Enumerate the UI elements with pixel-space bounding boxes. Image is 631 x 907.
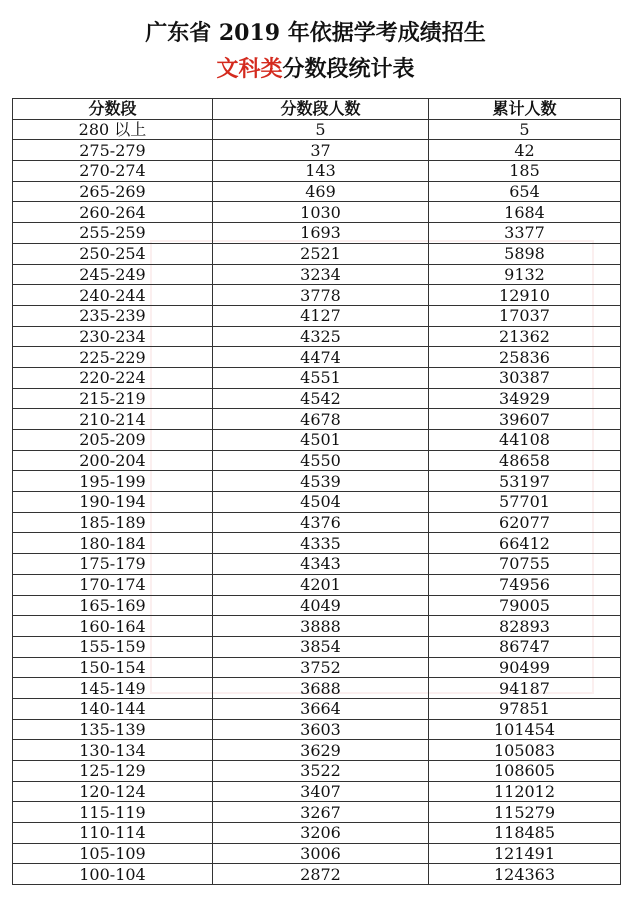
- table-row: [13, 181, 621, 202]
- count-cell: 3629: [213, 740, 429, 761]
- table-row: [13, 802, 621, 823]
- cumulative-cell: 118485: [429, 823, 621, 844]
- count-cell: 4504: [213, 492, 429, 513]
- column-header-cumulative: 累计人数: [429, 99, 621, 120]
- score-range-cell: 255-259: [13, 223, 213, 244]
- score-range-cell: 280 以上: [13, 119, 213, 140]
- count-cell: 4678: [213, 409, 429, 430]
- cumulative-cell: 62077: [429, 512, 621, 533]
- score-range-cell: 275-279: [13, 140, 213, 161]
- score-range-cell: 110-114: [13, 823, 213, 844]
- count-cell: 3752: [213, 657, 429, 678]
- table-header-row: [13, 99, 621, 120]
- score-range-cell: 135-139: [13, 719, 213, 740]
- score-range-cell: 215-219: [13, 388, 213, 409]
- table-row: [13, 243, 621, 264]
- table-row: [13, 698, 621, 719]
- score-range-cell: 190-194: [13, 492, 213, 513]
- cumulative-cell: 44108: [429, 430, 621, 451]
- score-range-cell: 245-249: [13, 264, 213, 285]
- column-header-count: 分数段人数: [213, 99, 429, 120]
- table-row: [13, 719, 621, 740]
- cumulative-cell: 57701: [429, 492, 621, 513]
- count-cell: 1693: [213, 223, 429, 244]
- cumulative-cell: 86747: [429, 636, 621, 657]
- cumulative-cell: 5: [429, 119, 621, 140]
- table-row: [13, 119, 621, 140]
- count-cell: 3888: [213, 616, 429, 637]
- cumulative-cell: 121491: [429, 843, 621, 864]
- score-range-cell: 270-274: [13, 161, 213, 182]
- score-range-cell: 125-129: [13, 761, 213, 782]
- count-cell: 5: [213, 119, 429, 140]
- score-range-cell: 195-199: [13, 471, 213, 492]
- table-row: [13, 264, 621, 285]
- table-row: [13, 450, 621, 471]
- cumulative-cell: 101454: [429, 719, 621, 740]
- score-range-cell: 230-234: [13, 326, 213, 347]
- score-range-cell: 200-204: [13, 450, 213, 471]
- cumulative-cell: 5898: [429, 243, 621, 264]
- cumulative-cell: 3377: [429, 223, 621, 244]
- cumulative-cell: 94187: [429, 678, 621, 699]
- cumulative-cell: 53197: [429, 471, 621, 492]
- table-row: [13, 823, 621, 844]
- column-header-score-range: 分数段: [13, 99, 213, 120]
- table-row: [13, 512, 621, 533]
- count-cell: 3603: [213, 719, 429, 740]
- score-range-cell: 120-124: [13, 781, 213, 802]
- table-row: [13, 347, 621, 368]
- cumulative-cell: 82893: [429, 616, 621, 637]
- count-cell: 4376: [213, 512, 429, 533]
- count-cell: 37: [213, 140, 429, 161]
- count-cell: 4551: [213, 367, 429, 388]
- count-cell: 4501: [213, 430, 429, 451]
- score-range-cell: 235-239: [13, 305, 213, 326]
- count-cell: 3234: [213, 264, 429, 285]
- subtitle-rest: 分数段统计表: [282, 56, 415, 82]
- count-cell: 4343: [213, 554, 429, 575]
- table-row: [13, 161, 621, 182]
- count-cell: 3778: [213, 285, 429, 306]
- count-cell: 2521: [213, 243, 429, 264]
- table-row: [13, 636, 621, 657]
- table-row: [13, 430, 621, 451]
- cumulative-cell: 79005: [429, 595, 621, 616]
- score-range-cell: 260-264: [13, 202, 213, 223]
- score-range-cell: 250-254: [13, 243, 213, 264]
- count-cell: 2872: [213, 864, 429, 885]
- count-cell: 4127: [213, 305, 429, 326]
- table-row: [13, 761, 621, 782]
- cumulative-cell: 74956: [429, 574, 621, 595]
- score-range-cell: 220-224: [13, 367, 213, 388]
- cumulative-cell: 42: [429, 140, 621, 161]
- score-range-cell: 185-189: [13, 512, 213, 533]
- count-cell: 143: [213, 161, 429, 182]
- count-cell: 4049: [213, 595, 429, 616]
- count-cell: 4550: [213, 450, 429, 471]
- score-range-cell: 180-184: [13, 533, 213, 554]
- count-cell: 4474: [213, 347, 429, 368]
- count-cell: 3267: [213, 802, 429, 823]
- table-row: [13, 781, 621, 802]
- cumulative-cell: 97851: [429, 698, 621, 719]
- count-cell: 3664: [213, 698, 429, 719]
- cumulative-cell: 48658: [429, 450, 621, 471]
- table-row: [13, 595, 621, 616]
- count-cell: 469: [213, 181, 429, 202]
- cumulative-cell: 124363: [429, 864, 621, 885]
- score-range-cell: 225-229: [13, 347, 213, 368]
- table-row: [13, 574, 621, 595]
- table-row: [13, 409, 621, 430]
- score-range-cell: 145-149: [13, 678, 213, 699]
- cumulative-cell: 39607: [429, 409, 621, 430]
- score-range-cell: 130-134: [13, 740, 213, 761]
- table-row: [13, 740, 621, 761]
- table-row: [13, 285, 621, 306]
- cumulative-cell: 9132: [429, 264, 621, 285]
- count-cell: 4335: [213, 533, 429, 554]
- cumulative-cell: 112012: [429, 781, 621, 802]
- cumulative-cell: 17037: [429, 305, 621, 326]
- table-row: [13, 326, 621, 347]
- score-range-cell: 265-269: [13, 181, 213, 202]
- score-distribution-table: [12, 98, 621, 885]
- cumulative-cell: 654: [429, 181, 621, 202]
- table-row: [13, 864, 621, 885]
- count-cell: 4542: [213, 388, 429, 409]
- table-row: [13, 140, 621, 161]
- cumulative-cell: 108605: [429, 761, 621, 782]
- score-range-cell: 155-159: [13, 636, 213, 657]
- page-title: 广东省 2019 年依据学考成绩招生: [145, 20, 486, 46]
- score-range-cell: 160-164: [13, 616, 213, 637]
- table-row: [13, 843, 621, 864]
- score-range-cell: 205-209: [13, 430, 213, 451]
- table-row: [13, 678, 621, 699]
- count-cell: 3407: [213, 781, 429, 802]
- table-row: [13, 657, 621, 678]
- table-row: [13, 388, 621, 409]
- count-cell: 3854: [213, 636, 429, 657]
- score-range-cell: 140-144: [13, 698, 213, 719]
- score-range-cell: 240-244: [13, 285, 213, 306]
- count-cell: 3688: [213, 678, 429, 699]
- table-row: [13, 554, 621, 575]
- count-cell: 3006: [213, 843, 429, 864]
- table-body: [13, 119, 621, 884]
- cumulative-cell: 34929: [429, 388, 621, 409]
- cumulative-cell: 185: [429, 161, 621, 182]
- table-row: [13, 367, 621, 388]
- table-row: [13, 471, 621, 492]
- score-range-cell: 175-179: [13, 554, 213, 575]
- score-range-cell: 105-109: [13, 843, 213, 864]
- cumulative-cell: 1684: [429, 202, 621, 223]
- count-cell: 4201: [213, 574, 429, 595]
- table-row: [13, 223, 621, 244]
- cumulative-cell: 21362: [429, 326, 621, 347]
- cumulative-cell: 70755: [429, 554, 621, 575]
- cumulative-cell: 25836: [429, 347, 621, 368]
- score-range-cell: 210-214: [13, 409, 213, 430]
- table-row: [13, 616, 621, 637]
- score-range-cell: 170-174: [13, 574, 213, 595]
- cumulative-cell: 66412: [429, 533, 621, 554]
- cumulative-cell: 90499: [429, 657, 621, 678]
- score-range-cell: 115-119: [13, 802, 213, 823]
- count-cell: 4325: [213, 326, 429, 347]
- subtitle-accent: 文科类: [216, 56, 283, 82]
- table-row: [13, 202, 621, 223]
- score-range-cell: 150-154: [13, 657, 213, 678]
- cumulative-cell: 30387: [429, 367, 621, 388]
- cumulative-cell: 115279: [429, 802, 621, 823]
- count-cell: 1030: [213, 202, 429, 223]
- cumulative-cell: 12910: [429, 285, 621, 306]
- count-cell: 4539: [213, 471, 429, 492]
- score-range-cell: 100-104: [13, 864, 213, 885]
- table-row: [13, 492, 621, 513]
- page-subtitle: [0, 54, 631, 84]
- score-range-cell: 165-169: [13, 595, 213, 616]
- count-cell: 3522: [213, 761, 429, 782]
- table-row: [13, 305, 621, 326]
- cumulative-cell: 105083: [429, 740, 621, 761]
- table-row: [13, 533, 621, 554]
- count-cell: 3206: [213, 823, 429, 844]
